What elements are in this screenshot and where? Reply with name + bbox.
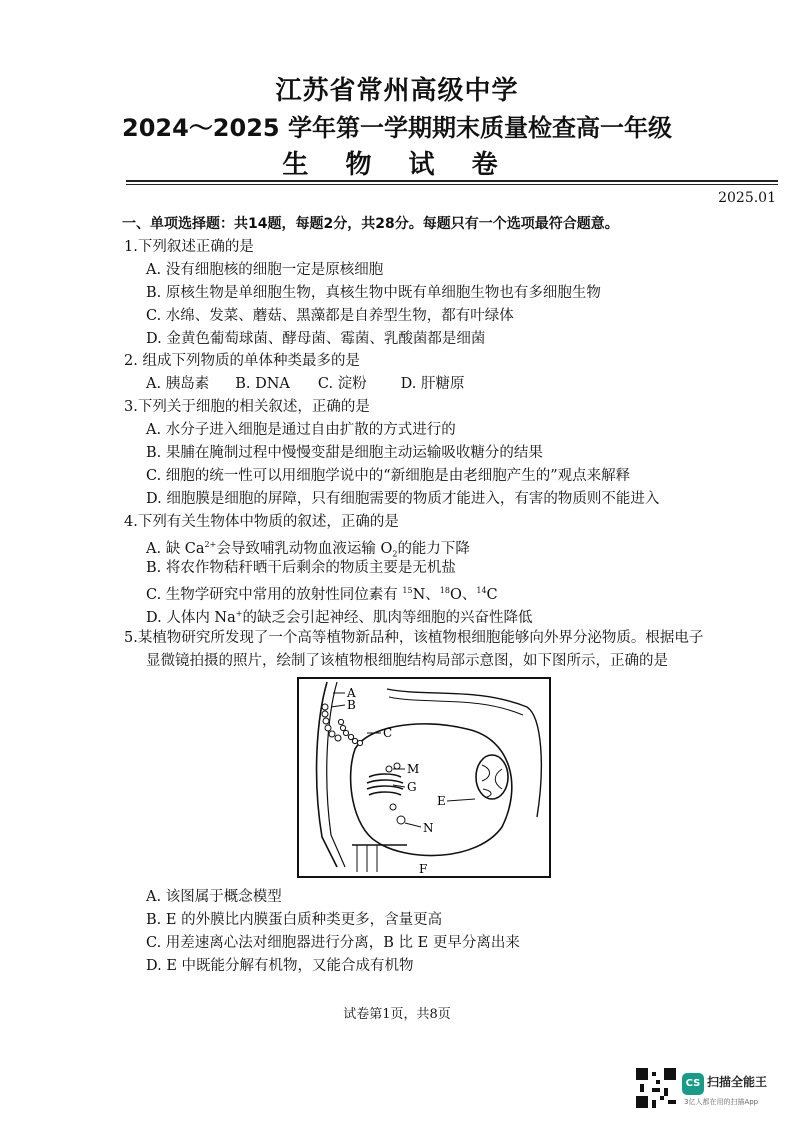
question-3-option-c: C. 细胞的统一性可以用细胞学说中的“新细胞是由老细胞产生的”观点来解释 (146, 468, 631, 484)
exam-date: 2025.01 (718, 190, 776, 206)
question-4-stem: 4.下列有关生物体中物质的叙述，正确的是 (124, 514, 399, 530)
vesicle-m (386, 766, 392, 772)
fig-label-c: C (383, 726, 393, 740)
question-5-option-b: B. E 的外膜比内膜蛋白质种类更多，含量更高 (146, 912, 443, 928)
question-4-option-a: A. 缺 $Ca^{2+}$会导致哺乳动物血液运输 $O_2$的能力下降 (146, 540, 470, 559)
scanner-logo-icon: CS (682, 1073, 704, 1095)
question-3-option-b: B. 果脯在腌制过程中慢慢变甜是细胞主动运输吸收糖分的结果 (146, 445, 543, 461)
exam-title: 2024～2025 学年第一学期期末质量检查高一年级 (122, 114, 672, 142)
header-rule-thin (126, 184, 778, 185)
scanner-tagline: 3亿人都在用的扫描App (684, 1098, 759, 1106)
question-5-stem-line1: 5.某植物研究所发现了一个高等植物新品种，该植物根细胞能够向外界分泌物质。根据电子 (124, 630, 704, 646)
fig-label-m: M (407, 762, 420, 776)
question-1-option-a: A. 没有细胞核的细胞一定是原核细胞 (146, 262, 384, 278)
question-1-option-b: B. 原核生物是单细胞生物，真核生物中既有单细胞生物也有多细胞生物 (146, 285, 601, 301)
question-5-option-c: C. 用差速离心法对细胞器进行分离，B 比 E 更早分离出来 (146, 935, 520, 951)
question-2-option-d: D. 肝糖原 (400, 376, 465, 392)
question-4-option-c: C. 生物学研究中常用的放射性同位素有 $^{15}$N、$^{18}$O、$^{14}$C (146, 586, 498, 603)
page-footer: 试卷第1页，共8页 (343, 1007, 451, 1022)
scanner-app-name: 扫描全能王 (707, 1075, 768, 1089)
question-1-option-c: C. 水绵、发菜、蘑菇、黑藻都是自养型生物，都有叶绿体 (146, 308, 514, 324)
question-5-option-a: A. 该图属于概念模型 (146, 889, 282, 905)
fig-label-e: E (437, 794, 446, 808)
question-4-option-b: B. 将农作物秸秆晒干后剩余的物质主要是无机盐 (146, 560, 456, 576)
question-2-option-a: A. 胰岛素 (146, 376, 210, 392)
question-3-option-a: A. 水分子进入细胞是通过自由扩散的方式进行的 (146, 422, 456, 438)
question-1-option-d: D. 金黄色葡萄球菌、酵母菌、霉菌、乳酸菌都是细菌 (146, 331, 486, 347)
question-2-stem: 2. 组成下列物质的单体种类最多的是 (124, 353, 360, 369)
fig-label-f: F (419, 862, 428, 876)
question-3-stem: 3.下列关于细胞的相关叙述，正确的是 (124, 399, 370, 415)
section-heading: 一、单项选择题：共14题，每题2分，共28分。每题只有一个选项最符合题意。 (122, 216, 619, 232)
question-2-options (146, 374, 465, 394)
question-2-option-b: B. DNA (235, 376, 290, 392)
fig-label-b: B (347, 698, 356, 712)
fig-label-g: G (407, 780, 417, 794)
fig-label-n: N (423, 821, 434, 835)
root-cell-diagram (297, 677, 551, 878)
header-rule-thick (126, 180, 778, 182)
subject-title: 生 物 试 卷 (282, 150, 512, 180)
question-5-option-d: D. E 中既能分解有机物，又能合成有机物 (146, 958, 414, 974)
question-3-option-d: D. 细胞膜是细胞的屏障，只有细胞需要的物质才能进入，有害的物质则不能进入 (146, 491, 660, 507)
vesicle-n (397, 816, 405, 824)
question-1-stem: 1.下列叙述正确的是 (124, 239, 254, 255)
question-2-option-c: C. 淀粉 (317, 376, 367, 392)
school-name: 江苏省常州高级中学 (275, 76, 519, 106)
qr-code-icon (636, 1068, 676, 1108)
mitochondrion-e (476, 755, 508, 799)
question-4-option-d: D. 人体内 Na+的缺乏会引起神经、肌肉等细胞的兴奋性降低 (146, 609, 533, 626)
question-5-stem-line2: 显微镜拍摄的照片，绘制了该植物根细胞结构局部示意图，如下图所示，正确的是 (146, 653, 668, 669)
fig-label-a: A (347, 686, 356, 700)
